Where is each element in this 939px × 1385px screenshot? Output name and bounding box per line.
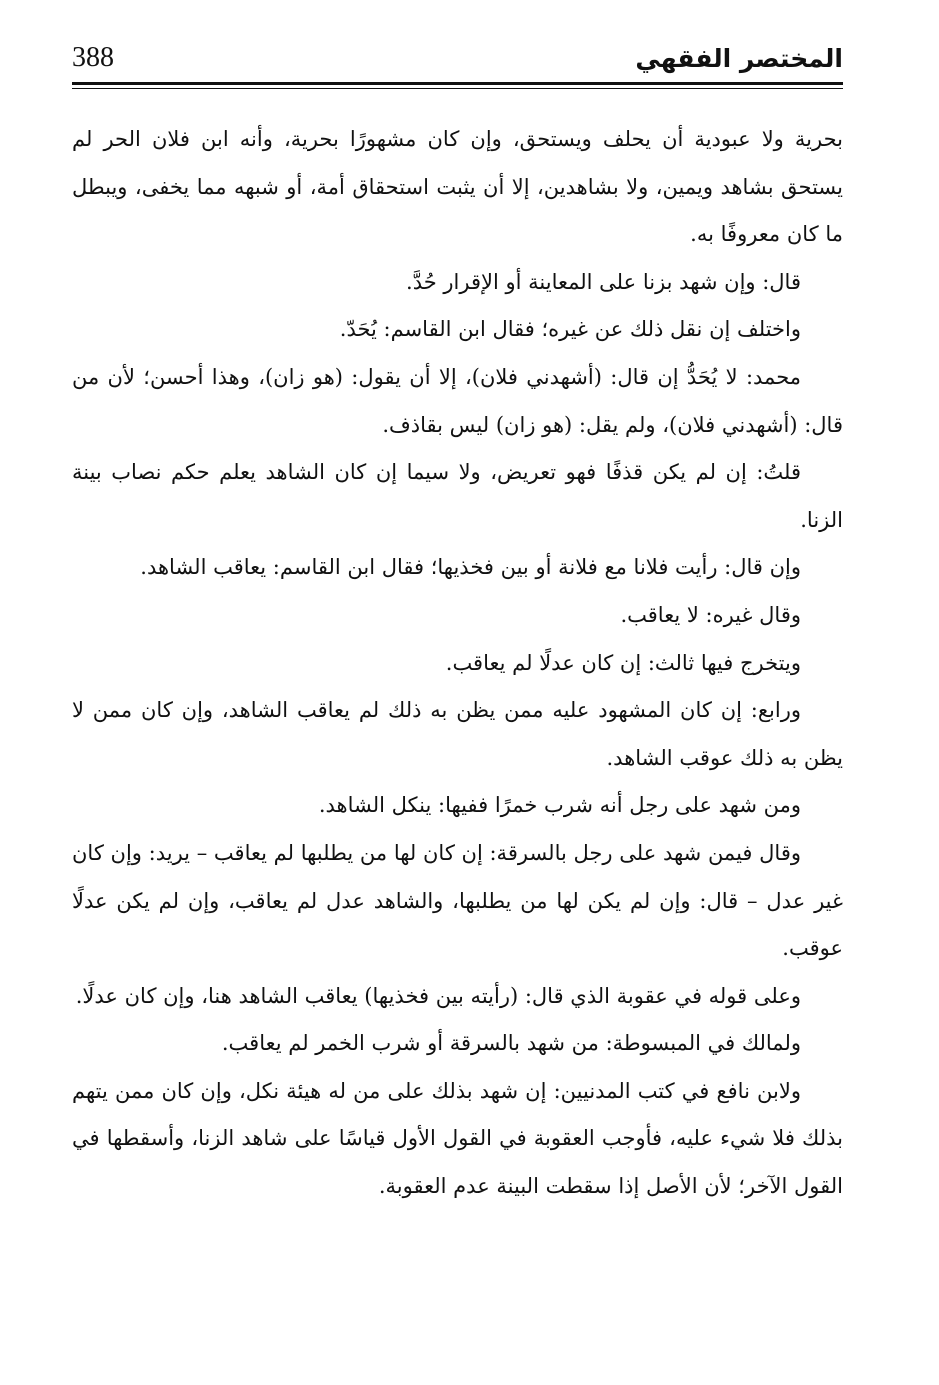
paragraph: قال: وإن شهد بزنا على المعاينة أو الإقرار حُدَّ. bbox=[406, 269, 801, 294]
paragraph: قلتُ: إن لم يكن قذفًا فهو تعريض، ولا سيما إن كان الشاهد يعلم حكم نصاب بينة الزنا. bbox=[72, 460, 843, 532]
page-number: 388 bbox=[72, 42, 114, 73]
paragraph: وقال فيمن شهد على رجل بالسرقة: إن كان لها من يطلبها لم يعاقب – يريد: وإن كان غير عدل – قال: وإن لم يكن لها من يطلبها، والشاهد عدل لم يعاقب، وإن لم يكن عدلًا عوقب. bbox=[72, 840, 843, 961]
paragraph: ورابع: إن كان المشهود عليه ممن يظن به ذلك لم يعاقب الشاهد، وإن كان ممن لا يظن به ذلك عوقب الشاهد. bbox=[72, 698, 843, 770]
book-title: المختصر الفقهي bbox=[635, 44, 843, 73]
page bbox=[72, 38, 843, 1365]
page-header bbox=[72, 38, 843, 90]
header-rule-thick bbox=[72, 82, 843, 85]
paragraph: ومن شهد على رجل أنه شرب خمرًا ففيها: ينكل الشاهد. bbox=[318, 793, 801, 818]
paragraph: ويتخرج فيها ثالث: إن كان عدلًا لم يعاقب. bbox=[445, 650, 801, 675]
paragraph: وقال غيره: لا يعاقب. bbox=[620, 602, 801, 627]
paragraph: بحرية ولا عبودية أن يحلف ويستحق، وإن كان مشهورًا بحرية، وأنه ابن فلان الحر لم يستحق بشاهد ويمين، ولا بشاهدين، إلا أن يثبت استحقاق أمة، أو شبهه مما يخفى، ويبطل ما كان معروفًا به. bbox=[72, 127, 843, 247]
paragraph: ولابن نافع في كتب المدنيين: إن شهد بذلك على من له هيئة نكل، وإن كان ممن يتهم بذلك فلا شيء عليه، فأوجب العقوبة في القول الأول قياسًا على شاهد الزنا، وأسقطها في القول الآخر؛ لأن الأصل إذا سقطت البينة عدم العقوبة. bbox=[72, 1078, 843, 1199]
paragraph: ولمالك في المبسوطة: من شهد بالسرقة أو شرب الخمر لم يعاقب. bbox=[221, 1031, 801, 1056]
paragraph: وإن قال: رأيت فلانا مع فلانة أو بين فخذيها؛ فقال ابن القاسم: يعاقب الشاهد. bbox=[140, 555, 801, 580]
paragraph: وعلى قوله في عقوبة الذي قال: (رأيته بين فخذيها) يعاقب الشاهد هنا، وإن كان عدلًا. bbox=[75, 983, 801, 1008]
header-rule-thin bbox=[72, 88, 843, 89]
paragraph: واختلف إن نقل ذلك عن غيره؛ فقال ابن القاسم: يُحَدّ. bbox=[339, 317, 801, 342]
body-text bbox=[72, 116, 843, 1211]
paragraph: محمد: لا يُحَدُّ إن قال: (أشهدني فلان)، إلا أن يقول: (هو زان)، وهذا أحسن؛ لأن من قال: (أشهدني فلان)، ولم يقل: (هو زان) ليس بقاذف. bbox=[72, 364, 843, 437]
